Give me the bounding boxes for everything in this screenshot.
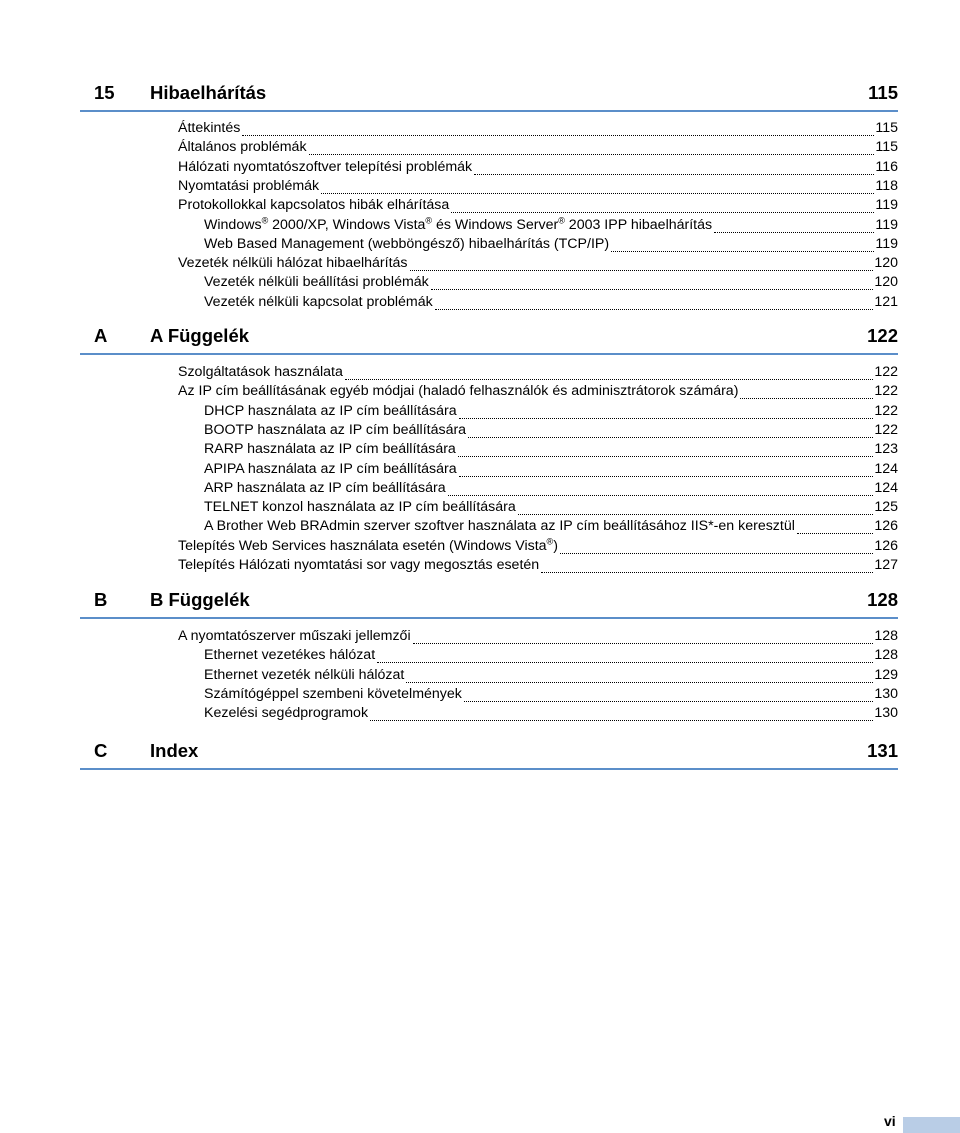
registered-mark: ® bbox=[261, 214, 269, 225]
toc-entry[interactable] bbox=[178, 557, 898, 576]
toc-entry[interactable] bbox=[178, 159, 898, 178]
toc-entry[interactable] bbox=[204, 686, 898, 705]
toc-entry-text: Szolgáltatások használata bbox=[178, 364, 343, 380]
toc-entry-text-part: 2003 IPP hibaelhárítás bbox=[564, 216, 713, 233]
dot-leader bbox=[611, 250, 874, 252]
toc-entry-text: Az IP cím beállításának egyéb módjai (haladó felhasználók és adminisztrátorok számára) bbox=[178, 383, 739, 400]
dot-leader bbox=[518, 513, 874, 515]
dot-leader bbox=[458, 455, 874, 457]
footer-bar bbox=[903, 1117, 960, 1133]
toc-entry-page: 118 bbox=[875, 177, 898, 194]
toc-entry-page: 124 bbox=[874, 460, 898, 477]
toc-entry-text: APIPA használata az IP cím beállítására bbox=[204, 460, 457, 477]
toc-entry-page: 126 bbox=[874, 518, 898, 535]
toc-entry[interactable] bbox=[178, 255, 898, 274]
toc-entry-text: Ethernet vezetékes hálózat bbox=[204, 647, 376, 664]
toc-entry-page: 119 bbox=[875, 216, 898, 233]
toc-entry[interactable] bbox=[178, 383, 898, 402]
registered-mark: ® bbox=[425, 214, 433, 225]
dot-leader bbox=[321, 192, 874, 194]
section-page: 131 bbox=[867, 740, 898, 761]
toc-entry-text: DHCP használata az IP cím beállítására bbox=[204, 402, 457, 419]
toc-entry-page: 120 bbox=[874, 274, 898, 291]
section-heading[interactable] bbox=[80, 80, 898, 112]
section-title: B Függelék bbox=[150, 589, 250, 610]
toc-entry-text: TELNET konzol használata az IP cím beállítására bbox=[204, 499, 516, 516]
toc-entry[interactable] bbox=[204, 647, 898, 666]
toc-entry-text: Hálózati nyomtatószoftver telepítési problémák bbox=[178, 158, 473, 175]
toc-entry-page: 130 bbox=[874, 685, 898, 702]
toc-entry-text: RARP használata az IP cím beállítására bbox=[204, 441, 456, 458]
dot-leader bbox=[242, 134, 874, 136]
toc-entry-text: Kezelési segédprogramok bbox=[204, 705, 369, 722]
toc-entry-page: 119 bbox=[875, 235, 898, 252]
dot-leader bbox=[413, 642, 874, 644]
toc-entry-page: 125 bbox=[874, 499, 898, 516]
toc-entry-text: Nyomtatási problémák bbox=[178, 177, 320, 194]
section-number: B bbox=[94, 589, 108, 610]
dot-leader bbox=[459, 417, 874, 419]
toc-entry[interactable] bbox=[178, 120, 898, 139]
section-page: 122 bbox=[867, 325, 898, 346]
toc-entry-text: Vezeték nélküli beállítási problémák bbox=[204, 274, 429, 291]
dot-leader bbox=[740, 397, 873, 399]
toc-entry-text bbox=[204, 214, 713, 233]
toc-entry[interactable] bbox=[204, 441, 898, 460]
section-title: Index bbox=[150, 740, 199, 761]
toc-entry-text-part: Windows bbox=[204, 216, 262, 233]
toc-entry-text: A nyomtatószerver műszaki jellemzői bbox=[178, 628, 411, 644]
toc-entry-text-part: ) bbox=[553, 537, 558, 554]
dot-leader bbox=[410, 269, 874, 271]
registered-mark: ® bbox=[546, 535, 554, 546]
toc-entry[interactable] bbox=[204, 294, 898, 313]
toc-entry-page: 130 bbox=[874, 705, 898, 722]
dot-leader bbox=[468, 436, 873, 438]
toc-entry-text: Általános problémák bbox=[178, 139, 307, 156]
dot-leader bbox=[370, 719, 873, 721]
section-title: Hibaelhárítás bbox=[150, 82, 267, 103]
toc-entry-page: 122 bbox=[874, 364, 898, 380]
toc-entry[interactable] bbox=[204, 422, 898, 441]
section-number: A bbox=[94, 325, 108, 346]
toc-entry-text: ARP használata az IP cím beállítására bbox=[204, 479, 446, 496]
toc-entry-text: Számítógéppel szembeni követelmények bbox=[204, 685, 462, 702]
toc-entry[interactable] bbox=[204, 461, 898, 480]
dot-leader bbox=[345, 378, 873, 380]
dot-leader bbox=[451, 211, 874, 213]
section-page: 128 bbox=[867, 589, 898, 610]
toc-entry-page: 128 bbox=[874, 647, 898, 664]
toc-entry[interactable] bbox=[204, 236, 898, 255]
toc-entry-text: Vezeték nélküli kapcsolat problémák bbox=[204, 293, 433, 310]
section-heading[interactable] bbox=[80, 738, 898, 770]
dot-leader bbox=[459, 475, 874, 477]
toc-entry-text: Protokollokkal kapcsolatos hibák elhárítása bbox=[178, 197, 450, 214]
section-title: A Függelék bbox=[150, 325, 250, 346]
toc-entry-page: 122 bbox=[874, 383, 898, 400]
toc-entry-page: 129 bbox=[874, 666, 898, 683]
toc-entry[interactable] bbox=[204, 705, 898, 724]
toc-entry-page: 115 bbox=[875, 120, 898, 136]
section-heading[interactable] bbox=[80, 323, 898, 355]
toc-entry-text bbox=[178, 535, 558, 554]
toc-entry-page: 119 bbox=[875, 197, 898, 214]
toc-entry-page: 126 bbox=[874, 537, 898, 554]
toc-entry[interactable] bbox=[204, 274, 898, 293]
toc-entry[interactable] bbox=[204, 403, 898, 422]
toc-entry[interactable] bbox=[178, 197, 898, 216]
toc-entry[interactable] bbox=[204, 480, 898, 499]
section-page: 115 bbox=[868, 82, 898, 103]
dot-leader bbox=[474, 173, 874, 175]
toc-entry-text: Telepítés Hálózati nyomtatási sor vagy megosztás esetén bbox=[178, 557, 540, 573]
toc-entry-page: 122 bbox=[874, 402, 898, 419]
dot-leader bbox=[406, 681, 873, 683]
dot-leader bbox=[377, 661, 873, 663]
section-number: 15 bbox=[94, 82, 115, 103]
toc-entry[interactable] bbox=[178, 628, 898, 647]
toc-entry-text: Web Based Management (webböngésző) hibaelhárítás (TCP/IP) bbox=[204, 235, 610, 252]
toc-entry-text: A Brother Web BRAdmin szerver szoftver használata az IP cím beállításához IIS*-en keresztül bbox=[204, 518, 795, 535]
toc-entry-page: 122 bbox=[874, 421, 898, 438]
toc-entry[interactable] bbox=[178, 535, 898, 557]
toc-entry-page: 116 bbox=[875, 158, 898, 175]
toc-entry[interactable] bbox=[178, 178, 898, 197]
toc-entry-text: BOOTP használata az IP cím beállítására bbox=[204, 421, 467, 438]
registered-mark: ® bbox=[558, 214, 565, 225]
toc-entry-text-part: 2000/XP, Windows Vista bbox=[268, 216, 426, 233]
toc-entry-text-part: Telepítés Web Services használata esetén (Windows Vista bbox=[178, 537, 547, 554]
section-number: C bbox=[94, 740, 108, 761]
dot-leader bbox=[431, 288, 874, 290]
toc-entry-page: 115 bbox=[875, 139, 898, 156]
toc-entry[interactable] bbox=[178, 364, 898, 383]
dot-leader bbox=[448, 494, 874, 496]
dot-leader bbox=[464, 700, 873, 702]
dot-leader bbox=[541, 571, 873, 573]
toc-entry-page: 123 bbox=[874, 441, 898, 458]
toc-entry-page: 127 bbox=[874, 557, 898, 573]
section-heading[interactable] bbox=[80, 587, 898, 619]
toc-entry-text: Áttekintés bbox=[178, 120, 241, 136]
dot-leader bbox=[797, 532, 873, 534]
toc-entry[interactable] bbox=[204, 499, 898, 518]
toc-entry-page: 121 bbox=[874, 293, 898, 310]
dot-leader bbox=[309, 153, 875, 155]
footer-page-number: vi bbox=[884, 1113, 896, 1129]
toc-entry-text: Ethernet vezeték nélküli hálózat bbox=[204, 666, 405, 683]
toc-entry[interactable] bbox=[204, 214, 898, 236]
toc-entry[interactable] bbox=[204, 518, 898, 537]
toc-entry-page: 120 bbox=[874, 255, 898, 272]
toc-entry[interactable] bbox=[178, 139, 898, 158]
toc-entry-text-part: és Windows Server bbox=[432, 216, 559, 233]
toc-entry[interactable] bbox=[204, 667, 898, 686]
dot-leader bbox=[560, 552, 873, 554]
toc-entry-page: 128 bbox=[874, 628, 898, 644]
dot-leader bbox=[435, 308, 874, 310]
dot-leader bbox=[714, 231, 874, 233]
toc-entry-text: Vezeték nélküli hálózat hibaelhárítás bbox=[178, 255, 408, 272]
toc-entry-page: 124 bbox=[874, 479, 898, 496]
